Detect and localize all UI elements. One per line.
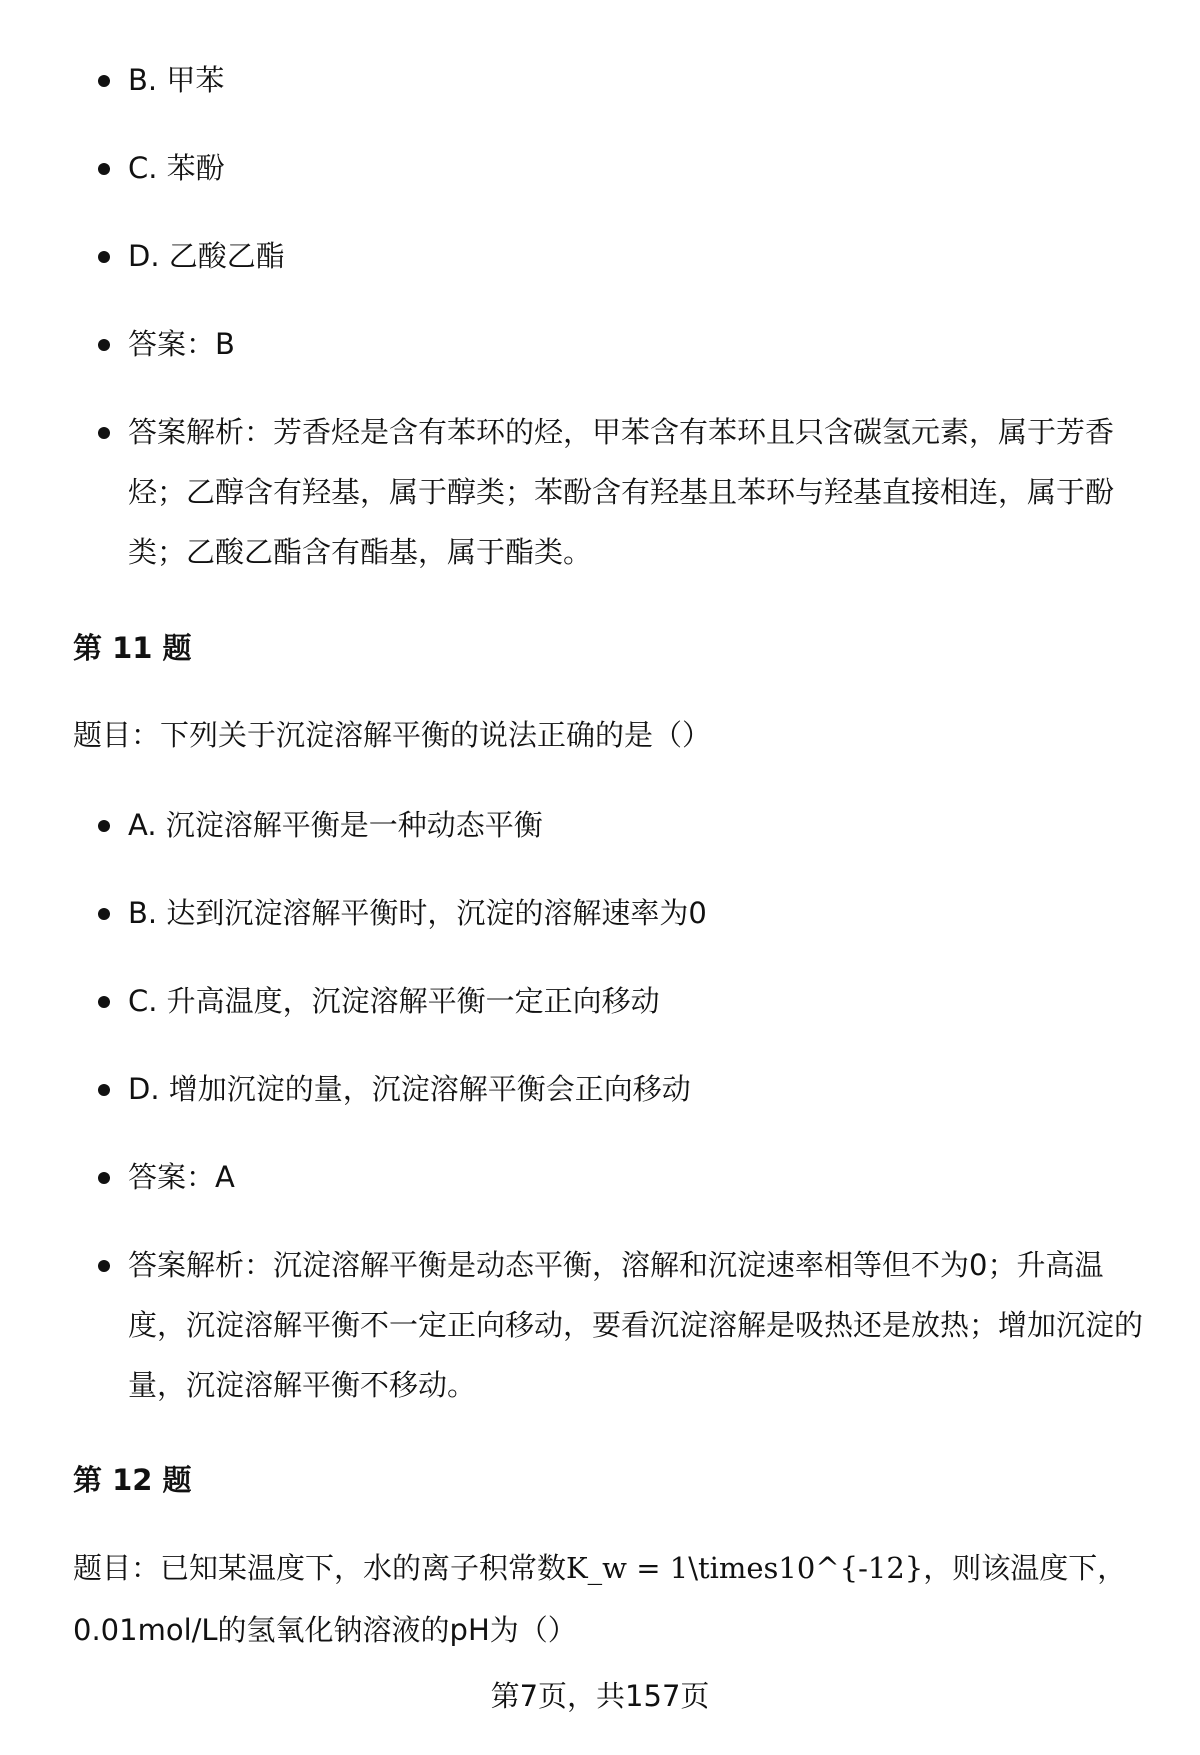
- q12-stem-suffix: ，则该温度下，0.01mol/L的氢氧化钠溶液的pH为（）: [73, 1551, 1127, 1647]
- q10-option-d: D. 乙酸乙酯: [128, 226, 1143, 286]
- q10-analysis: 答案解析：芳香烃是含有苯环的烃，甲苯含有苯环且只含碳氢元素，属于芳香烃；乙醇含有羟基，属于醇类；苯酚含有羟基且苯环与羟基直接相连，属于酚类；乙酸乙酯含有酯基，属于酯类。: [128, 402, 1143, 582]
- q10-option-b: B. 甲苯: [128, 50, 1143, 110]
- q11-option-c: C. 升高温度，沉淀溶解平衡一定正向移动: [128, 971, 1143, 1031]
- q11-stem: 题目：下列关于沉淀溶解平衡的说法正确的是（）: [73, 718, 712, 752]
- page-number-footer: 第7页，共157页: [490, 1679, 710, 1713]
- q12-stem-prefix: 题目：已知某温度下，水的离子积常数: [73, 1551, 567, 1585]
- q12-heading: 第 12 题: [73, 1463, 192, 1497]
- q11-option-a: A. 沉淀溶解平衡是一种动态平衡: [128, 795, 1143, 855]
- q10-answer: 答案：B: [128, 314, 1143, 374]
- q11-heading: 第 11 题: [73, 631, 192, 665]
- q11-analysis: 答案解析：沉淀溶解平衡是动态平衡，溶解和沉淀速率相等但不为0；升高温度，沉淀溶解平衡不一定正向移动，要看沉淀溶解是吸热还是放热；增加沉淀的量，沉淀溶解平衡不移动。: [128, 1235, 1143, 1415]
- q11-option-d: D. 增加沉淀的量，沉淀溶解平衡会正向移动: [128, 1059, 1143, 1119]
- q11-answer: 答案：A: [128, 1147, 1143, 1207]
- q11-option-b: B. 达到沉淀溶解平衡时，沉淀的溶解速率为0: [128, 883, 1143, 943]
- q12-stem: [73, 1537, 1133, 1661]
- q10-option-c: C. 苯酚: [128, 138, 1143, 198]
- q12-stem-math: K_w = 1\times10^{-12}: [566, 1551, 924, 1585]
